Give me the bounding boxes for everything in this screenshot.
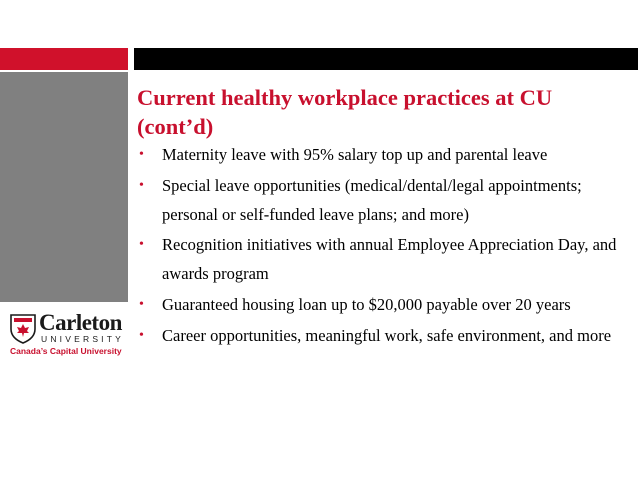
bullet-item xyxy=(137,172,627,230)
shield-icon xyxy=(10,314,36,344)
bullet-text: Career opportunities, meaningful work, safe environment, and more xyxy=(162,325,612,345)
bullet-text: Special leave opportunities (medical/dental/legal appointments; personal or self-funded leave plans; and more) xyxy=(162,175,582,224)
logo-university-text: UNIVERSITY xyxy=(41,334,125,344)
bullet-marker: • xyxy=(139,237,144,253)
bullet-text: Maternity leave with 95% salary top up and parental leave xyxy=(162,145,548,164)
top-black-header-bar xyxy=(134,48,638,70)
bullet-marker: • xyxy=(139,327,144,343)
bullet-item xyxy=(137,231,627,289)
carleton-logo xyxy=(8,310,126,360)
logo-tagline: Canada’s Capital University xyxy=(10,346,122,356)
bullet-text: Recognition initiatives with annual Employee Appreciation Day, and awards program xyxy=(162,235,617,284)
bullet-marker: • xyxy=(139,296,144,312)
bullet-text: Guaranteed housing loan up to $20,000 payable over 20 years xyxy=(162,294,571,314)
logo-wordmark: Carleton xyxy=(39,310,122,335)
left-gray-panel xyxy=(0,72,128,302)
bullet-marker: • xyxy=(139,177,144,193)
bullet-item xyxy=(137,291,627,320)
slide-title: Current healthy workplace practices at CU (cont’d) xyxy=(137,85,553,139)
top-red-accent-bar xyxy=(0,48,128,70)
bullet-list xyxy=(137,141,627,353)
bullet-item xyxy=(137,322,627,351)
bullet-marker: • xyxy=(139,147,144,162)
bullet-item xyxy=(137,141,627,170)
